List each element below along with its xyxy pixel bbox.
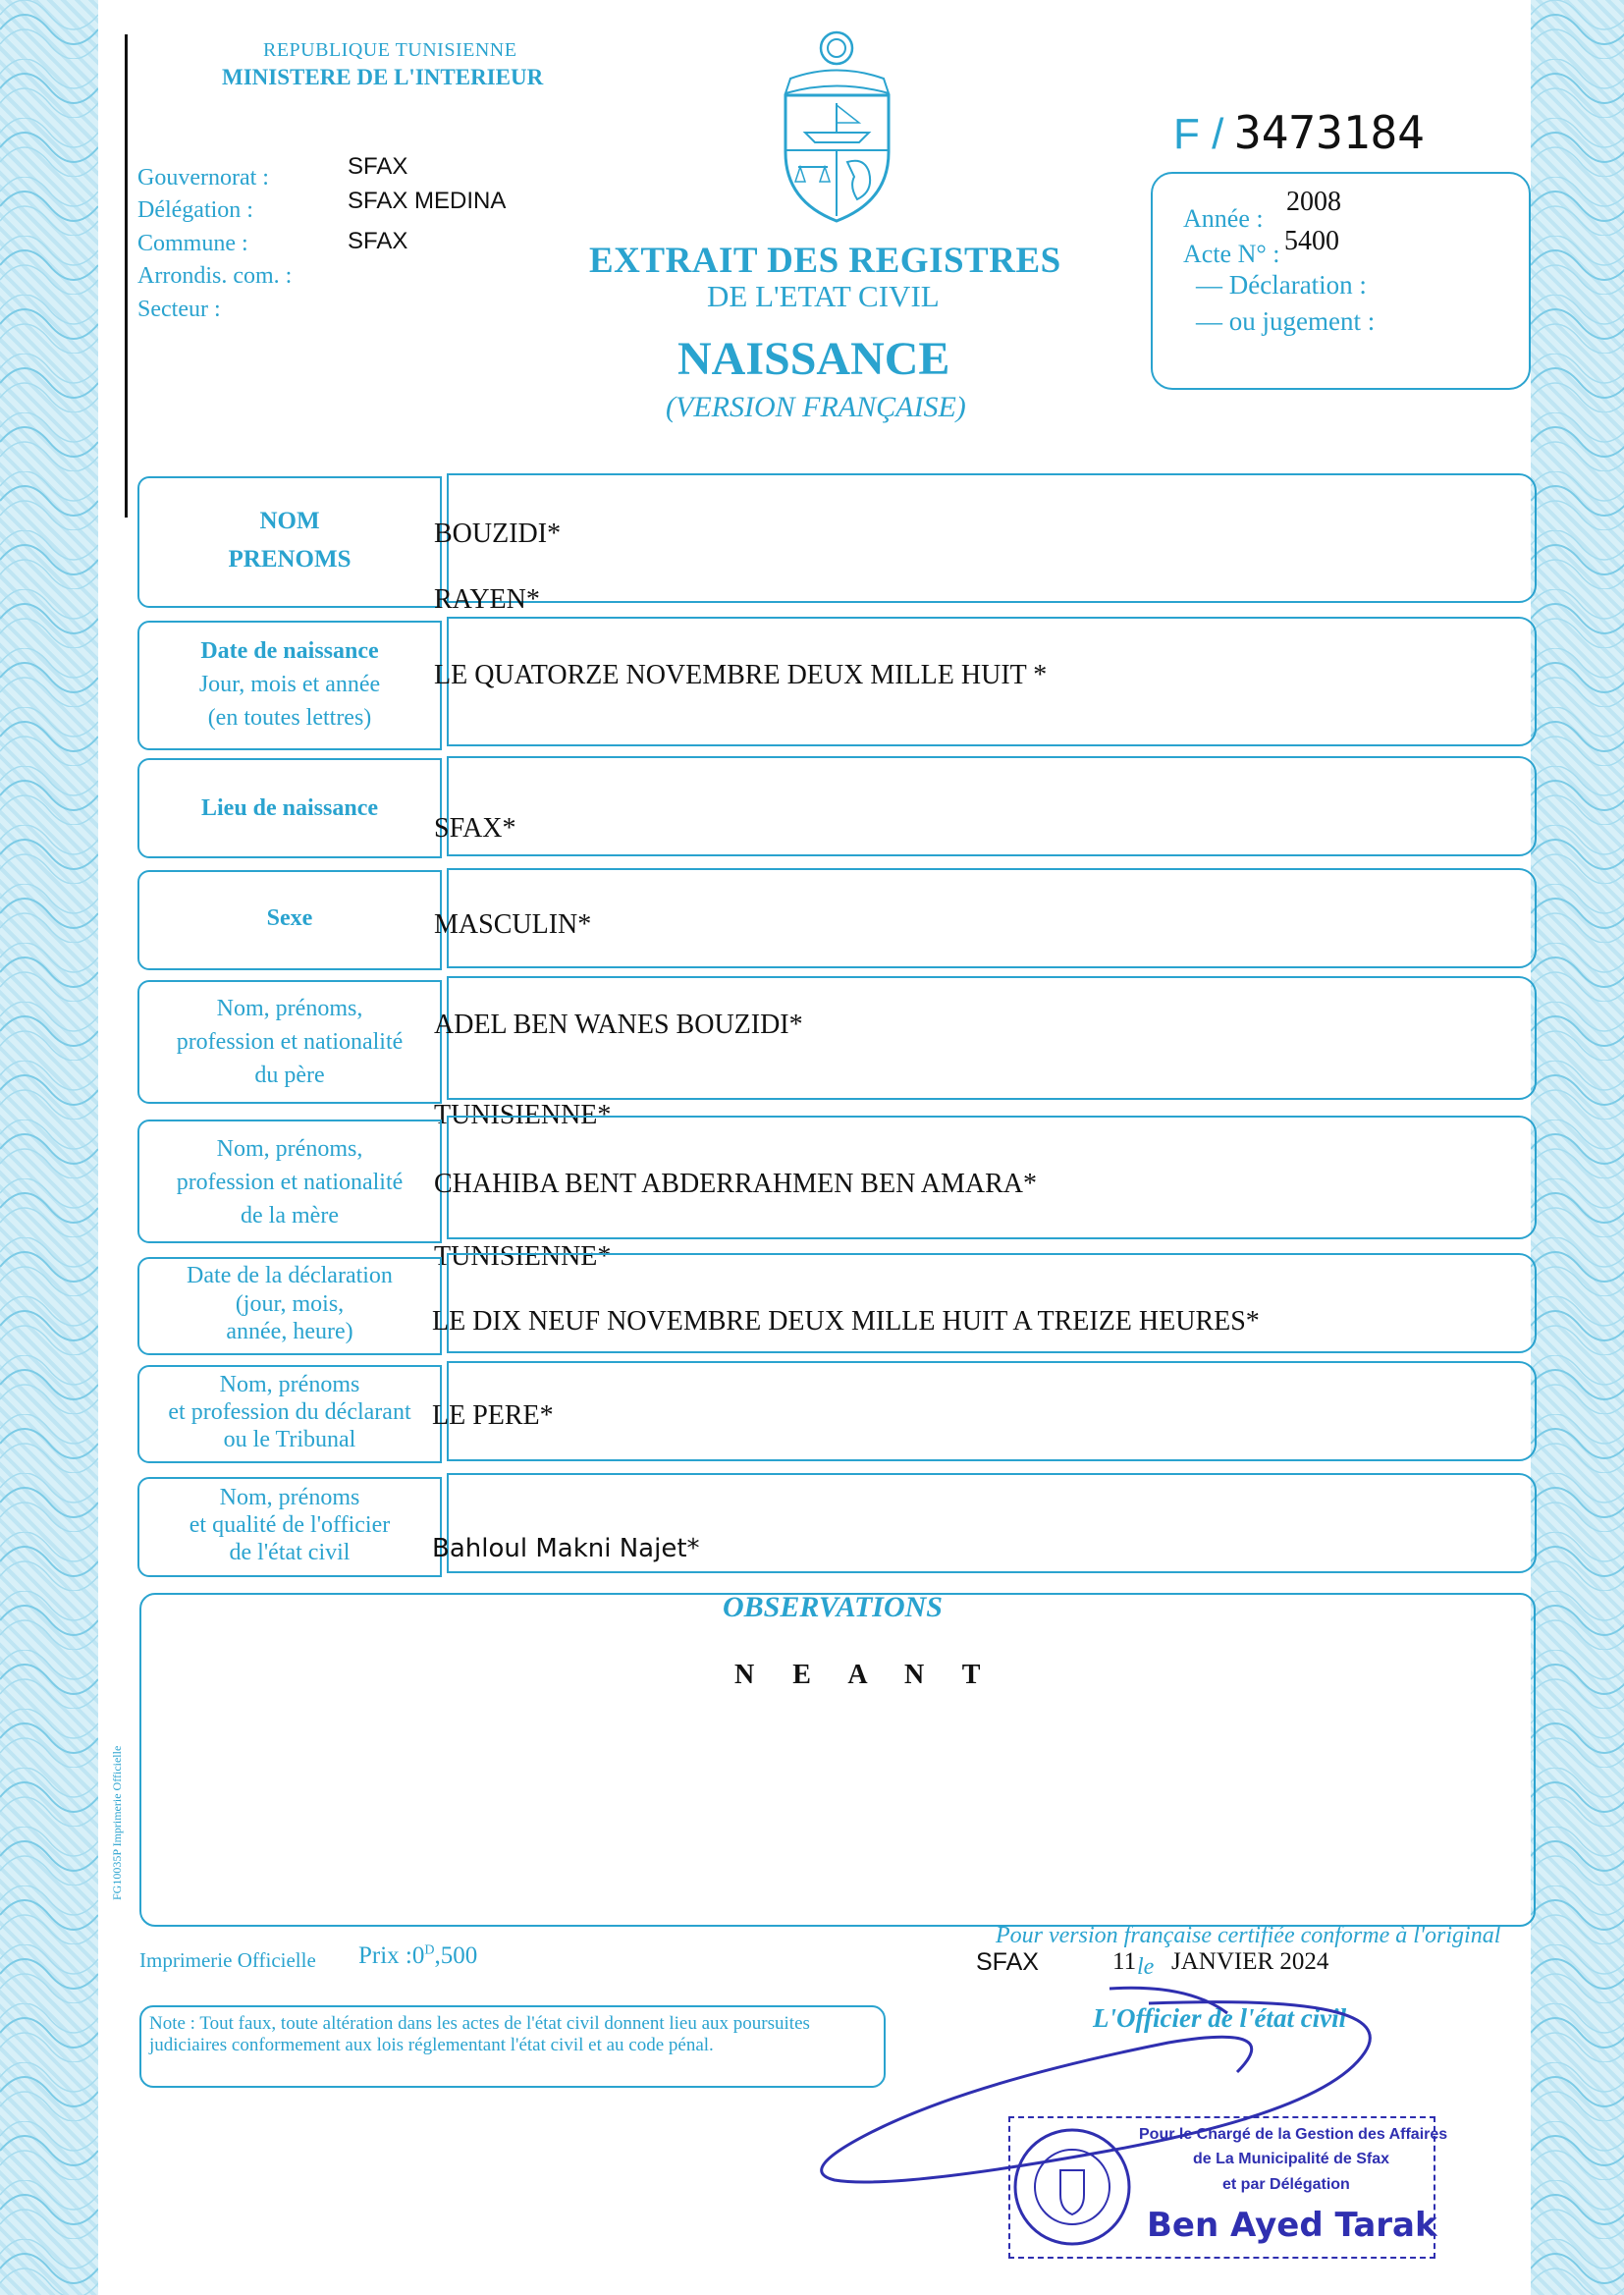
acte-value: 5400 <box>1284 226 1339 256</box>
certified-text: Pour version française certifiée conforme à l'original <box>996 1923 1501 1948</box>
nom-label: NOM <box>259 508 320 534</box>
pere-value: ADEL BEN WANES BOUZIDI* <box>434 1010 803 1040</box>
coat-of-arms-icon <box>771 25 903 231</box>
date-day: 11 <box>1112 1948 1137 1975</box>
delegation-label: Délégation : <box>137 197 253 223</box>
stamp-name: Ben Ayed Tarak <box>1147 2206 1437 2245</box>
gouvernorat-label: Gouvernorat : <box>137 165 269 191</box>
gouvernorat-value: SFAX <box>348 153 408 180</box>
title-etat-civil: DE L'ETAT CIVIL <box>707 279 940 313</box>
declaration-label: — Déclaration : <box>1196 270 1367 300</box>
date-city: SFAX <box>976 1948 1039 1976</box>
margin-line <box>125 34 128 518</box>
nom-label-box <box>137 476 442 608</box>
note-text: Note : Tout faux, toute altération dans les actes de l'état civil donnent lieu aux poursuites judiciaires conformement aux lois réglementant l'état civil et au code pénal. <box>149 2013 810 2055</box>
title-extrait: EXTRAIT DES REGISTRES <box>589 241 1061 281</box>
jugement-label: — ou jugement : <box>1196 306 1376 336</box>
observations-title: OBSERVATIONS <box>723 1591 943 1623</box>
municipality-seal-icon <box>1011 2121 1134 2259</box>
pere-label-3: du père <box>254 1063 325 1088</box>
commune-label: Commune : <box>137 231 248 256</box>
decorative-border-right <box>1531 0 1624 2295</box>
decl-label-1: Date de la déclaration <box>187 1263 393 1288</box>
date-label-2: Jour, mois et année <box>198 672 381 697</box>
republic-label: REPUBLIQUE TUNISIENNE <box>263 39 517 61</box>
declarant-label-1: Nom, prénoms <box>219 1372 360 1397</box>
prix-amount: Prix :0 <box>358 1942 425 1969</box>
lieu-label: Lieu de naissance <box>200 795 379 821</box>
decorative-border-left <box>0 0 98 2295</box>
mere-nationality: TUNISIENNE* <box>434 1241 612 1272</box>
declarant-value-box <box>447 1361 1537 1461</box>
declaration-date-value: LE DIX NEUF NOVEMBRE DEUX MILLE HUIT A TREIZE HEURES* <box>432 1306 1260 1337</box>
imprimerie-label: Imprimerie Officielle <box>139 1948 316 1972</box>
stamp-line-2: de La Municipalité de Sfax <box>1193 2151 1390 2167</box>
sexe-value-box <box>447 868 1537 968</box>
side-print-text: FG10035P Imprimerie Officielle <box>110 1745 124 1900</box>
mere-label-2: profession et nationalité <box>176 1170 404 1195</box>
nom-value-box <box>447 473 1537 603</box>
declarant-value: LE PERE* <box>432 1400 554 1431</box>
declaration-date-value-box <box>447 1253 1537 1353</box>
sexe-value: MASCULIN* <box>434 909 592 940</box>
officier-value: Bahloul Makni Najet* <box>432 1534 700 1563</box>
observations-value: N E A N T <box>734 1660 997 1690</box>
declarant-label-2: et profession du déclarant <box>168 1399 411 1425</box>
decl-label-2: (jour, mois, <box>235 1291 345 1317</box>
sexe-label: Sexe <box>266 905 313 931</box>
title-version: (VERSION FRANÇAISE) <box>666 391 966 423</box>
serial-prefix: F / <box>1173 110 1224 158</box>
decl-label-3: année, heure) <box>226 1319 353 1344</box>
prix-label <box>358 1942 477 1970</box>
officier-label-2: et qualité de l'officier <box>189 1512 391 1538</box>
date-label-3: (en toutes lettres) <box>207 705 372 731</box>
date-value: LE QUATORZE NOVEMBRE DEUX MILLE HUIT * <box>434 660 1048 690</box>
secteur-label: Secteur : <box>137 297 221 322</box>
prix-sup: D <box>424 1942 435 1958</box>
pere-label-2: profession et nationalité <box>176 1029 404 1055</box>
ministry-label: MINISTERE DE L'INTERIEUR <box>222 65 544 89</box>
date-le: le <box>1137 1954 1155 1980</box>
mere-label-1: Nom, prénoms, <box>216 1136 363 1162</box>
date-label-1: Date de naissance <box>200 638 379 664</box>
stamp-line-1: Pour le Chargé de la Gestion des Affaires <box>1139 2126 1448 2143</box>
stamp-line-3: et par Délégation <box>1222 2176 1350 2193</box>
serial-number: 3473184 <box>1234 106 1425 159</box>
date-month-year: JANVIER 2024 <box>1171 1948 1329 1975</box>
lieu-value: SFAX* <box>434 813 516 844</box>
delegation-value: SFAX MEDINA <box>348 188 507 214</box>
mere-label-3: de la mère <box>241 1203 339 1229</box>
nom-value: BOUZIDI* <box>434 519 562 549</box>
mere-value: CHAHIBA BENT ABDERRAHMEN BEN AMARA* <box>434 1169 1037 1199</box>
title-naissance: NAISSANCE <box>677 333 950 385</box>
annee-label: Année : <box>1183 204 1264 233</box>
commune-value: SFAX <box>348 228 408 254</box>
observations-box <box>139 1593 1536 1927</box>
officer-title: L'Officier de l'état civil <box>1093 2003 1347 2033</box>
acte-label: Acte N° : <box>1183 240 1280 268</box>
pere-nationality: TUNISIENNE* <box>434 1100 612 1130</box>
lieu-value-box <box>447 756 1537 856</box>
officier-label-1: Nom, prénoms <box>219 1485 360 1510</box>
arrondissement-label: Arrondis. com. : <box>137 263 293 289</box>
annee-value: 2008 <box>1286 187 1341 217</box>
declarant-label-3: ou le Tribunal <box>223 1427 356 1452</box>
prenom-value: RAYEN* <box>434 584 540 615</box>
prix-rest: ,500 <box>434 1942 478 1969</box>
officier-label-3: de l'état civil <box>229 1540 351 1565</box>
pere-label-1: Nom, prénoms, <box>216 996 363 1021</box>
prenoms-label: PRENOMS <box>228 546 352 573</box>
